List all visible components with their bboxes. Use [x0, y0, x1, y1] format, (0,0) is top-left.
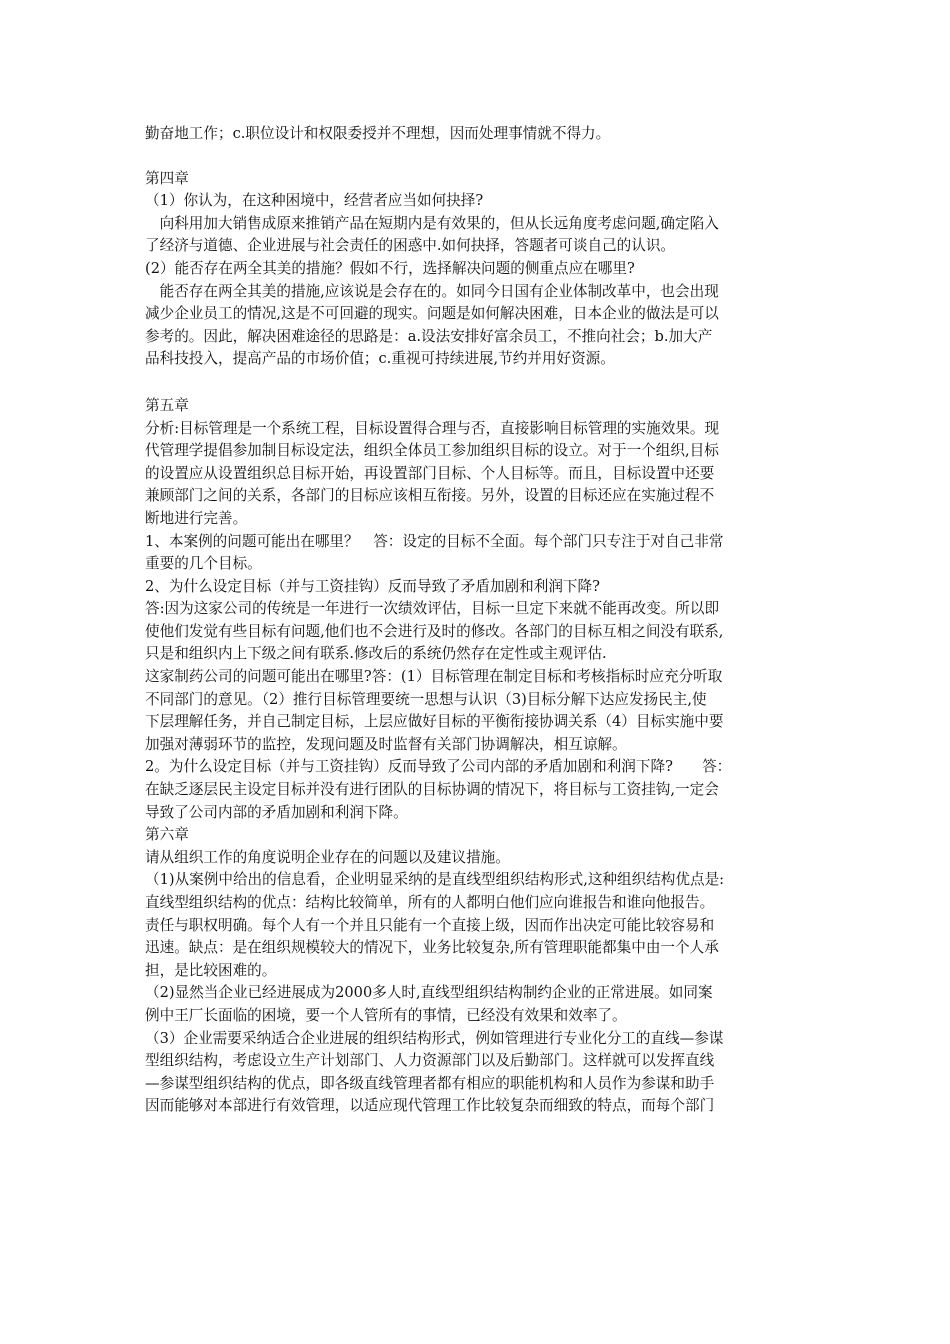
question-line: 1、本案例的问题可能出在哪里？ 答：设定的目标不全面。每个部门只专注于对自己非常: [145, 532, 724, 550]
text-line: 在缺乏逐层民主设定目标并没有进行团队的目标协调的情况下，将目标与工资挂钩,一定会: [145, 781, 719, 799]
text-line: 答:因为这家公司的传统是一年进行一次绩效评估，目标一旦定下来就不能再改变。所以即: [145, 600, 720, 618]
text-line: 导致了公司内部的矛盾加剧和利润下降。: [145, 803, 408, 821]
text-line: 下层理解任务，并自己制定目标，上层应做好目标的平衡衔接协调关系（4）目标实施中要: [145, 713, 724, 731]
text-line: 兼顾部门之间的关系，各部门的目标应该相互衔接。另外，设置的目标还应在实施过程不: [145, 487, 715, 505]
paragraph-gap: [145, 146, 813, 168]
question-line: (2）能否存在两全其美的措施？假如不行，选择解决问题的侧重点应在哪里?: [145, 259, 635, 277]
text-line: 加强对薄弱环节的监控，发现问题及时监督有关部门协调解决，相互谅解。: [145, 735, 627, 753]
question-line: （1）你认为，在这种困境中，经营者应当如何抉择?: [145, 192, 484, 210]
text-line: 重要的几个目标。: [145, 555, 262, 573]
document-page: [145, 123, 813, 1118]
text-line: （3）企业需要采纳适合企业进展的组织结构形式，例如管理进行专业化分工的直线—参谋: [145, 1029, 724, 1047]
chapter-heading: 第四章: [145, 169, 189, 187]
text-line: （1)从案例中给出的信息看，企业明显采纳的是直线型组织结构形式,这种组织结构优点是:: [145, 871, 725, 889]
text-line: 向科用加大销售成原来推销产品在短期内是有效果的，但从长远角度考虑问题,确定陷入: [145, 214, 719, 232]
question-line: 2。为什么设定目标（并与工资挂钩）反而导致了公司内部的矛盾加剧和利润下降? 答：: [145, 758, 732, 776]
text-line: 担，是比较困难的。: [145, 961, 277, 979]
text-line: （2)显然当企业已经进展成为2000多人时,直线型组织结构制约企业的正常进展。如同案: [145, 984, 713, 1002]
text-line: 品科技投入，提高产品的市场价值；c.重视可持续进展,节约并用好资源。: [145, 350, 615, 368]
text-line: 迅速。缺点：是在组织规模较大的情况下，业务比较复杂,所有管理职能都集中由一个人承: [145, 939, 719, 957]
text-line: 责任与职权明确。每个人有一个并且只能有一个直接上级，因而作出决定可能比较容易和: [145, 916, 715, 934]
chapter-heading: 第五章: [145, 396, 189, 414]
paragraph-gap: [145, 371, 813, 395]
question-line: 请从组织工作的角度说明企业存在的问题以及建议措施。: [145, 848, 510, 866]
text-line: 了经济与道德、企业进展与社会责任的困惑中.如何抉择，答题者可谈自己的认识。: [145, 237, 676, 255]
text-line: 直线型组织结构的优点：结构比较简单，所有的人都明白他们应向谁报告和谁向他报告。: [145, 894, 715, 911]
text-line: 因而能够对本部进行有效管理，以适应现代管理工作比较复杂而细致的特点，而每个部门: [145, 1097, 715, 1115]
text-line: —参谋型组织结构的优点，即各级直线管理者都有相应的职能机构和人员作为参谋和助手: [145, 1074, 715, 1092]
text-line: 代管理学提倡参加制目标设定法，组织全体员工参加组织目标的设立。对于一个组织,目标: [145, 442, 719, 460]
text-line: 分析:目标管理是一个系统工程，目标设置得合理与否，直接影响目标管理的实施效果。现: [145, 419, 720, 437]
text-line: 例中王厂长面临的困境，要一个人管所有的事情，已经没有效果和效率了。: [145, 1006, 627, 1024]
text-line: 参考的。因此，解决困难途径的思路是：a.设法安排好富余员工，不推向社会；b.加大产: [145, 327, 713, 345]
text-line: 能否存在两全其美的措施,应该说是会存在的。如同今日国有企业体制改革中，也会出现: [145, 282, 719, 300]
text-line: 使他们发觉有些目标有问题,他们也不会进行及时的修改。各部门的目标互相之间没有联系,: [145, 622, 724, 640]
chapter-heading: 第六章: [145, 826, 189, 844]
question-line: 这家制药公司的问题可能出在哪里?答：(1）目标管理在制定目标和考核指标时应充分听取: [145, 668, 723, 686]
text-line: 减少企业员工的情况,这是不可回避的现实。问题是如何解决困难，日本企业的做法是可以: [145, 305, 719, 323]
text-line: 型组织结构，考虑设立生产计划部门、人力资源部门以及后勤部门。这样就可以发挥直线: [145, 1052, 715, 1070]
text-line: 的设置应从设置组织总目标开始，再设置部门目标、个人目标等。而且，目标设置中还要: [145, 464, 715, 482]
question-line: 2、为什么设定目标（并与工资挂钩）反而导致了矛盾加剧和利润下降?: [145, 577, 600, 595]
text-line: 勤奋地工作；c.职位设计和权限委授并不理想，因而处理事情就不得力。: [145, 125, 611, 142]
text-line: 只是和组织内上下级之间有联系.修改后的系统仍然存在定性或主观评估.: [145, 645, 607, 663]
text-line: 不同部门的意见。（2）推行目标管理要统一思想与认识（3)目标分解下达应发扬民主,使: [145, 690, 707, 708]
text-line: 断地进行完善。: [145, 509, 248, 527]
